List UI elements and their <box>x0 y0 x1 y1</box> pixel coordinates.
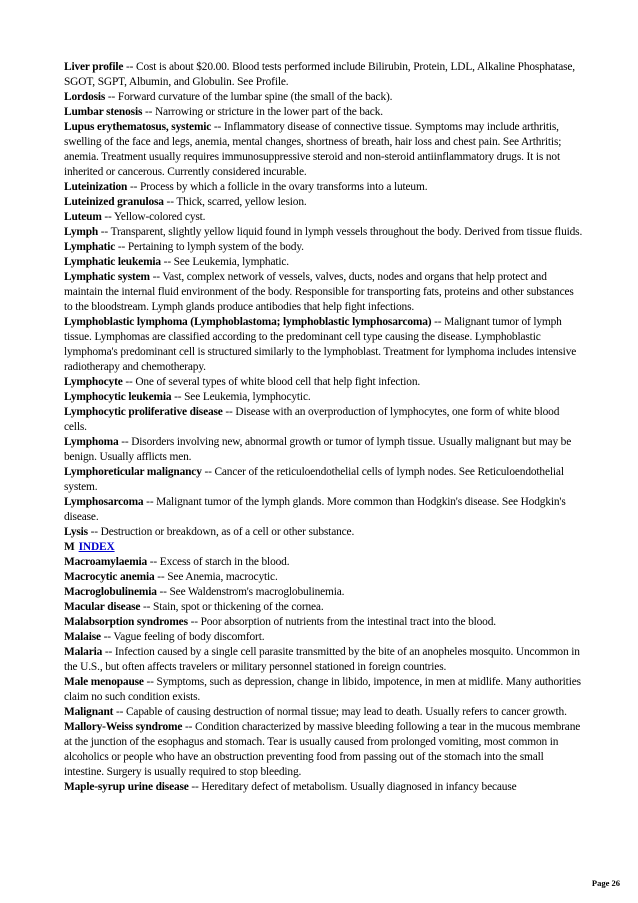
term-separator: -- <box>142 106 155 118</box>
glossary-definition: Inflammatory disease of connective tissue. Symptoms may include arthritis, swelling of the face and legs, anemia, mental changes, shortness of breath, hair loss and chest pain. See Arthritis; anemia. Treatment usually requires immunosuppressive steroid and non-steroid antiinflammatory drugs. It is not inherited or cancerous. Currently considered incurable. <box>64 121 562 178</box>
term-separator: -- <box>160 256 174 268</box>
glossary-term: Lymphocytic proliferative disease <box>64 406 223 418</box>
glossary-entries-l <box>64 60 584 540</box>
glossary-term: Lumbar stenosis <box>64 106 143 118</box>
term-separator: -- <box>143 676 157 688</box>
term-separator: -- <box>182 721 195 733</box>
glossary-definition: Condition characterized by massive bleeding following a tear in the mucous membrane at the junction of the esophagus and stomach. Tear is usually caused from prolonged vomiting, most common in alcoholics or people who have an obstruction preventing food from passing out of the stomach into the small intestine. Surgery is usually required to stop bleeding. <box>64 721 581 778</box>
glossary-definition: Infection caused by a single cell parasite transmitted by the bite of an anopheles mosquito. Uncommon in the U.S., but often affects travelers or military personnel stationed in foreign countries. <box>64 646 580 673</box>
glossary-definition: Cost is about $20.00. Blood tests performed include Bilirubin, Protein, LDL, Alkaline Phosphatase, SGOT, SGPT, Albumin, and Globulin. See Profile. <box>64 61 575 88</box>
glossary-term: Lordosis <box>64 91 106 103</box>
term-separator: -- <box>122 376 136 388</box>
glossary-entry <box>64 675 584 705</box>
glossary-definition: Disease with an overproduction of lymphocytes, one form of white blood cells. <box>64 406 560 433</box>
term-separator: -- <box>154 571 168 583</box>
glossary-entry <box>64 105 584 120</box>
glossary-definition: Forward curvature of the lumbar spine (the small of the back). <box>117 91 393 103</box>
glossary-definition: Process by which a follicle in the ovary transforms into a luteum. <box>139 181 428 193</box>
glossary-term: Lymphocytic leukemia <box>64 391 172 403</box>
section-letter: M <box>64 541 75 553</box>
glossary-entry <box>64 570 584 585</box>
glossary-entry <box>64 615 584 630</box>
glossary-term: Malaise <box>64 631 101 643</box>
term-separator: -- <box>115 241 128 253</box>
term-separator: -- <box>156 586 170 598</box>
term-separator: -- <box>102 646 115 658</box>
glossary-term: Lymphatic leukemia <box>64 256 161 268</box>
glossary-term: Luteum <box>64 211 102 223</box>
glossary-definition: Malignant tumor of the lymph glands. More common than Hodgkin's disease. See Hodgkin's disease. <box>64 496 566 523</box>
glossary-definition: Vague feeling of body discomfort. <box>113 631 265 643</box>
term-separator: -- <box>431 316 445 328</box>
glossary-entry <box>64 405 584 435</box>
glossary-definition: See Anemia, macrocytic. <box>167 571 278 583</box>
term-separator: -- <box>105 91 118 103</box>
glossary-entry <box>64 270 584 315</box>
glossary-entry <box>64 255 584 270</box>
glossary-definition: One of several types of white blood cell that help fight infection. <box>135 376 421 388</box>
glossary-definition: Excess of starch in the blood. <box>159 556 290 568</box>
glossary-term: Malignant <box>64 706 114 718</box>
glossary-entry <box>64 525 584 540</box>
term-separator: -- <box>87 526 101 538</box>
glossary-definition: Poor absorption of nutrients from the intestinal tract into the blood. <box>200 616 496 628</box>
glossary-entry <box>64 600 584 615</box>
term-separator: -- <box>171 391 185 403</box>
glossary-term: Lymphoreticular malignancy <box>64 466 202 478</box>
glossary-entry <box>64 435 584 465</box>
glossary-term: Lymph <box>64 226 99 238</box>
glossary-definition: Destruction or breakdown, as of a cell or other substance. <box>100 526 355 538</box>
glossary-term: Malabsorption syndromes <box>64 616 188 628</box>
term-separator: -- <box>149 271 163 283</box>
term-separator: -- <box>98 226 111 238</box>
term-separator: -- <box>143 496 157 508</box>
glossary-term: Lysis <box>64 526 88 538</box>
glossary-entry <box>64 240 584 255</box>
glossary-entry <box>64 465 584 495</box>
glossary-entry <box>64 390 584 405</box>
glossary-definition: Cancer of the reticuloendothelial cells of lymph nodes. See Reticuloendothelial system. <box>64 466 564 493</box>
glossary-entry <box>64 180 584 195</box>
glossary-entries-m <box>64 555 584 795</box>
glossary-entry <box>64 315 584 375</box>
glossary-entry <box>64 120 584 180</box>
glossary-definition: Hereditary defect of metabolism. Usually diagnosed in infancy because <box>201 781 517 793</box>
glossary-content <box>64 60 584 795</box>
term-separator: -- <box>113 706 126 718</box>
glossary-definition: Stain, spot or thickening of the cornea. <box>153 601 324 613</box>
term-separator: -- <box>100 631 114 643</box>
glossary-entry <box>64 645 584 675</box>
glossary-term: Macroglobulinemia <box>64 586 157 598</box>
glossary-term: Luteinization <box>64 181 128 193</box>
term-separator: -- <box>222 406 236 418</box>
glossary-definition: Disorders involving new, abnormal growth or tumor of lymph tissue. Usually malignant but may be benign. Usually afflicts men. <box>64 436 572 463</box>
glossary-entry <box>64 720 584 780</box>
glossary-definition: Capable of causing destruction of normal tissue; may lead to death. Usually refers to cancer growth. <box>125 706 567 718</box>
glossary-definition: See Leukemia, lymphatic. <box>173 256 290 268</box>
glossary-entry <box>64 585 584 600</box>
glossary-term: Malaria <box>64 646 103 658</box>
glossary-entry <box>64 225 584 240</box>
glossary-definition: Symptoms, such as depression, change in libido, impotence, in men at midlife. Many authorities claim no such condition exists. <box>64 676 581 703</box>
term-separator: -- <box>147 556 160 568</box>
section-header-m <box>64 540 584 555</box>
glossary-definition: Yellow-colored cyst. <box>113 211 206 223</box>
glossary-entry <box>64 630 584 645</box>
glossary-definition: Malignant tumor of lymph tissue. Lymphomas are classified according to the predominant cell type causing the disease. Lymphoblastic lymphoma's predominant cell is structured similarly to the lymphoblast. Treatment for lymphoma includes intensive radiotherapy and chemotherapy. <box>64 316 577 373</box>
glossary-term: Lymphoma <box>64 436 119 448</box>
page-number: Page 26 <box>591 878 620 888</box>
term-separator: -- <box>127 181 140 193</box>
glossary-term: Lymphoblastic lymphoma (Lymphoblastoma; lymphoblastic lymphosarcoma) <box>64 316 432 328</box>
glossary-entry <box>64 375 584 390</box>
glossary-entry <box>64 705 584 720</box>
index-link[interactable]: INDEX <box>78 541 115 553</box>
glossary-definition: Thick, scarred, yellow lesion. <box>176 196 307 208</box>
glossary-term: Macroamylaemia <box>64 556 148 568</box>
glossary-term: Lupus erythematosus, systemic <box>64 121 212 133</box>
glossary-entry <box>64 210 584 225</box>
term-separator: -- <box>101 211 114 223</box>
glossary-entry <box>64 495 584 525</box>
glossary-term: Luteinized granulosa <box>64 196 164 208</box>
glossary-term: Mallory-Weiss syndrome <box>64 721 183 733</box>
glossary-term: Lymphatic <box>64 241 116 253</box>
glossary-definition: Vast, complex network of vessels, valves, ducts, nodes and organs that help protect and maintain the internal fluid environment of the body. Responsible for transporting fats, proteins and other substances to the bloodstream. Lymph glands produce antibodies that help fight infections. <box>64 271 574 313</box>
glossary-term: Male menopause <box>64 676 144 688</box>
glossary-term: Maple-syrup urine disease <box>64 781 189 793</box>
glossary-entry <box>64 780 584 795</box>
glossary-term: Lymphosarcoma <box>64 496 144 508</box>
glossary-entry <box>64 195 584 210</box>
glossary-term: Lymphocyte <box>64 376 123 388</box>
term-separator: -- <box>211 121 224 133</box>
glossary-term: Lymphatic system <box>64 271 150 283</box>
term-separator: -- <box>188 781 202 793</box>
term-separator: -- <box>118 436 132 448</box>
term-separator: -- <box>163 196 177 208</box>
glossary-definition: Transparent, slightly yellow liquid found in lymph vessels throughout the body. Derived from tissue fluids. <box>110 226 583 238</box>
glossary-definition: See Waldenstrom's macroglobulinemia. <box>169 586 345 598</box>
term-separator: -- <box>123 61 137 73</box>
glossary-definition: Pertaining to lymph system of the body. <box>127 241 304 253</box>
term-separator: -- <box>187 616 201 628</box>
glossary-term: Liver profile <box>64 61 124 73</box>
glossary-term: Macrocytic anemia <box>64 571 155 583</box>
glossary-entry <box>64 555 584 570</box>
glossary-term: Macular disease <box>64 601 141 613</box>
glossary-definition: Narrowing or stricture in the lower part of the back. <box>154 106 383 118</box>
term-separator: -- <box>201 466 215 478</box>
glossary-definition: See Leukemia, lymphocytic. <box>184 391 311 403</box>
glossary-entry <box>64 90 584 105</box>
term-separator: -- <box>140 601 154 613</box>
glossary-entry <box>64 60 584 90</box>
